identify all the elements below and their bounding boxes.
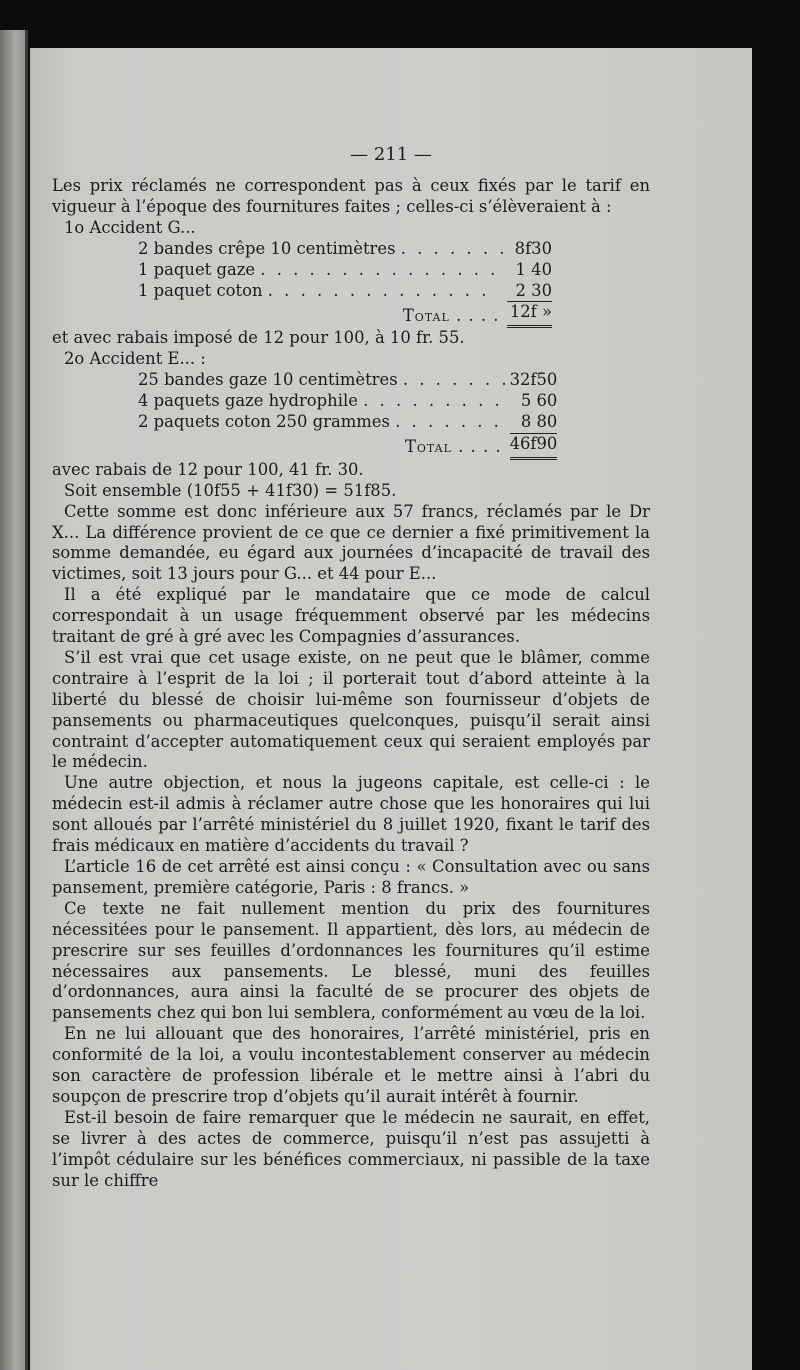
- item-label: 25 bandes gaze 10 centimètres: [138, 370, 398, 390]
- item-amount: 1 40: [515, 259, 552, 279]
- item-amount: 32f50: [509, 370, 558, 390]
- leader-dots: . . . . . . .: [400, 238, 508, 258]
- page-body: [52, 176, 650, 1192]
- item-label: 2 paquets coton 250 grammes: [138, 412, 390, 432]
- body-paragraph: En ne lui allouant que des honoraires, l’arrêté ministériel, pris en conformité de la loi, a voulu incontestablement conserver au médecin son caractère de profession libérale et le mettre ainsi à l’abri du soupçon de prescrire trop d’objets qu’il aurait intérêt à fournir.: [52, 1024, 650, 1106]
- leader-dots: . . . . . . .: [395, 412, 502, 432]
- item-label: 1 paquet coton: [138, 281, 263, 301]
- body-paragraph: S’il est vrai que cet usage existe, on ne peut que le blâmer, comme contraire à l’esprit de la loi ; il porterait tout d’abord atteinte à la liberté du blessé de choisir lui-même son fournisseur d’objets de pansements ou pharmaceutiques quelconques, puisqu’il serait ainsi contraint d’accepter automatiquement ceux qui seraient employés par le médecin.: [52, 647, 650, 772]
- leader-dots: . . . . . . .: [402, 370, 510, 390]
- table-row: [138, 391, 557, 412]
- body-paragraph: Cette somme est donc inférieure aux 57 francs, réclamés par le Dr X... La différence provient de ce que ce dernier a fixé primitivement la somme demandée, eu égard aux journées d’incapacité de travail des victimes, soit 13 jours pour G... et 44 pour E...: [52, 501, 650, 584]
- body-paragraph: Ce texte ne fait nullement mention du prix des fournitures nécessitées pour le pansement. Il appartient, dès lors, au médecin de prescrire sur ses feuilles d’ordonnances les fournitures qu’il estime nécessaires aux pansements. Le blessé, muni des feuilles d’ordonnances, aura ainsi la faculté de se procurer des objets de pansements chez qui bon lui semblera, conformément au vœu de la loi.: [52, 898, 650, 1023]
- total-amount: 12f »: [507, 302, 552, 327]
- body-paragraph: Est-il besoin de faire remarquer que le médecin ne saurait, en effet, se livrer à des actes de commerce, puisqu’il n’est pas assujetti à l’impôt cédulaire sur les bénéfices commerciaux, ni passible de la taxe sur le chiffre: [52, 1107, 650, 1190]
- intro-paragraph: Les prix réclamés ne correspondent pas à ceux fixés par le tarif en vigueur à l’époque des fournitures faites ; celles-ci s’élèveraient à :: [52, 176, 650, 216]
- item-amount: 8 80: [510, 412, 558, 433]
- body-paragraph: L’article 16 de cet arrêté est ainsi conçu : « Consultation avec ou sans pansement, première catégorie, Paris : 8 francs. »: [52, 857, 650, 897]
- book-page: [30, 48, 752, 1370]
- item-label: 1 paquet gaze: [138, 259, 256, 279]
- item-amount: 5 60: [520, 391, 558, 411]
- total-label: Total . . . .: [404, 437, 502, 457]
- accident-1-discount: et avec rabais imposé de 12 pour 100, à 10 fr. 55.: [52, 328, 465, 348]
- table-row: [138, 260, 552, 281]
- table-row: [138, 239, 552, 260]
- accident-2-discount: avec rabais de 12 pour 100, 41 fr. 30.: [52, 459, 364, 479]
- accident-1-table: [138, 239, 552, 329]
- previous-page-edge: [0, 30, 28, 1370]
- item-amount: 2 30: [507, 281, 552, 302]
- table-row: [138, 281, 552, 302]
- total-amount: 46f90: [510, 433, 558, 458]
- total-row: [138, 302, 552, 327]
- item-amount: 8f30: [514, 238, 552, 258]
- accident-1-heading: 1o Accident G...: [64, 217, 196, 237]
- body-paragraph: Une autre objection, et nous la jugeons capitale, est celle-ci : le médecin est-il admis à réclamer autre chose que les honoraires qui lui sont alloués par l’arrêté ministériel du 8 juillet 1920, fixant le tarif des frais médicaux en matière d’accidents du travail ?: [52, 773, 650, 856]
- item-label: 2 bandes crêpe 10 centimètres: [138, 238, 396, 258]
- table-row: [138, 412, 557, 433]
- body-paragraph: Il a été expliqué par le mandataire que ce mode de calcul correspondait à un usage fréquemment observé par les médecins traitant de gré à gré avec les Compagnies d’assurances.: [52, 585, 650, 647]
- page-number: — 211 —: [350, 144, 432, 165]
- total-row: [138, 433, 557, 458]
- body-paragraph: Soit ensemble (10f55 + 41f30) = 51f85.: [64, 480, 397, 500]
- table-row: [138, 370, 557, 391]
- accident-2-heading: 2o Accident E... :: [64, 349, 206, 369]
- leader-dots: . . . . . . . . . . . . . . .: [260, 259, 499, 279]
- leader-dots: . . . . . . . . .: [363, 391, 503, 411]
- accident-2-table: [138, 370, 557, 460]
- leader-dots: . . . . . . . . . . . . . .: [267, 281, 490, 301]
- item-label: 4 paquets gaze hydrophile: [138, 391, 358, 411]
- total-label: Total . . . .: [402, 305, 500, 325]
